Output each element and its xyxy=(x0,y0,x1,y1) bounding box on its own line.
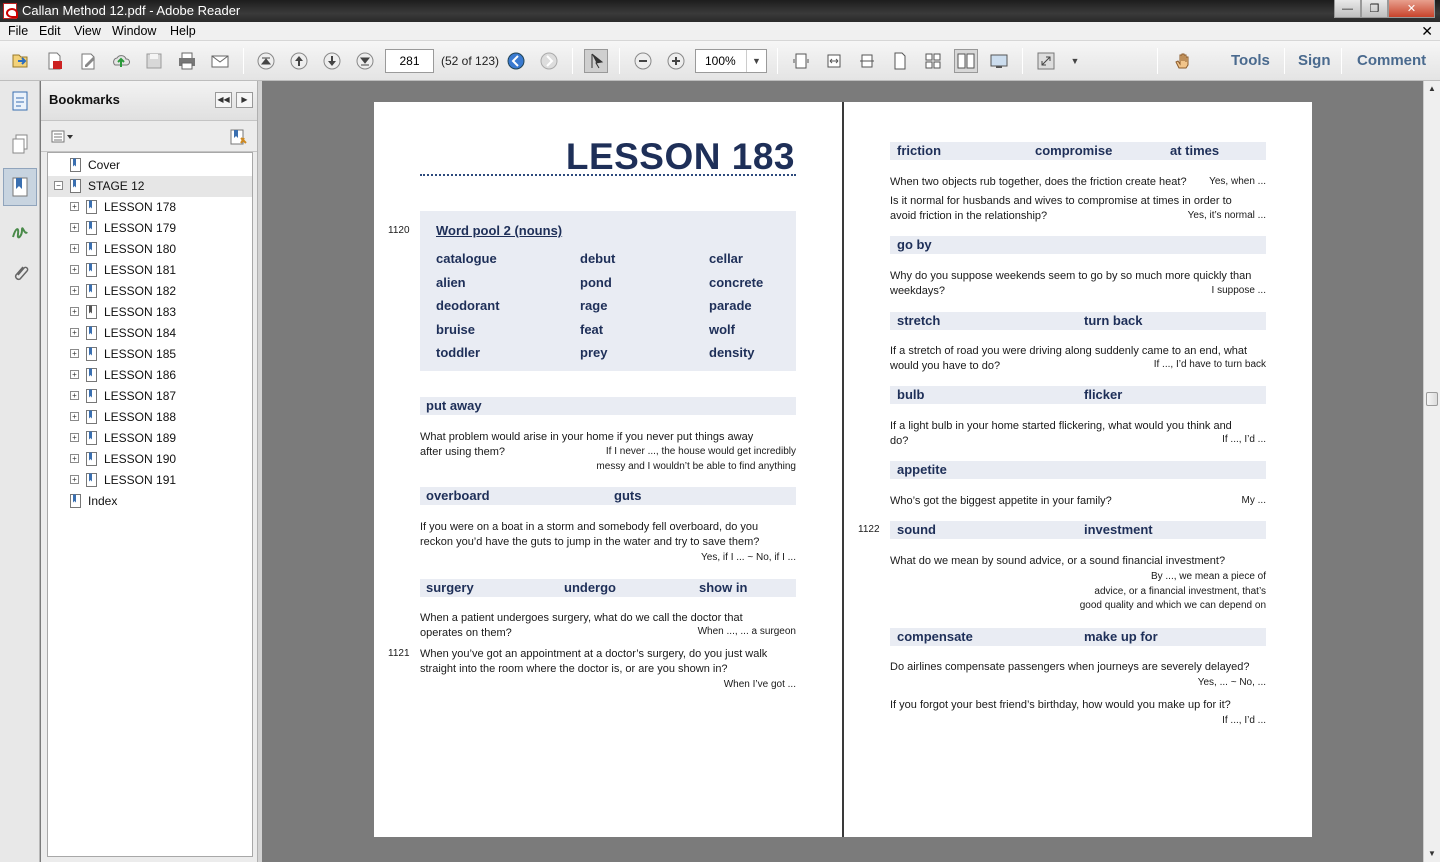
word-pool-word: bruise xyxy=(436,321,476,337)
bookmark-icon xyxy=(86,200,97,214)
upload-cloud-icon[interactable] xyxy=(109,49,133,73)
bookmark-item[interactable] xyxy=(48,176,252,197)
bookmark-label: Index xyxy=(88,494,118,508)
bookmark-item[interactable] xyxy=(48,302,252,323)
vocab-bar xyxy=(890,628,1266,646)
question-text xyxy=(420,520,796,549)
edit-pdf-icon[interactable] xyxy=(76,49,100,73)
bookmark-icon xyxy=(86,473,97,487)
vocab-word: sound xyxy=(897,522,936,537)
menu-edit[interactable]: Edit xyxy=(39,24,61,38)
navigation-pane-strip xyxy=(0,81,40,862)
adobe-reader-icon xyxy=(3,3,17,19)
last-page-icon[interactable] xyxy=(353,49,377,73)
vocab-bar xyxy=(890,461,1266,479)
scrolling-pages-icon[interactable] xyxy=(921,49,945,73)
vocab-word: put away xyxy=(426,398,482,413)
question-line: If a light bulb in your home started flickering, what would you think and xyxy=(890,420,1232,432)
vocab-bar xyxy=(890,236,1266,254)
main-toolbar xyxy=(0,41,1440,81)
bookmark-item[interactable] xyxy=(48,197,252,218)
bookmark-label: LESSON 185 xyxy=(104,347,177,361)
answer-prompt: Yes, when ... xyxy=(1209,176,1266,187)
question-text xyxy=(890,554,1266,569)
expand-toggle-icon[interactable]: + xyxy=(70,202,79,211)
word-pool-word: density xyxy=(709,345,755,360)
pdf-page-left xyxy=(374,102,842,837)
bookmark-icon xyxy=(70,494,81,508)
word-pool-word: wolf xyxy=(709,321,735,337)
word-pool-word: alien xyxy=(436,274,466,290)
expand-toggle-icon[interactable]: + xyxy=(70,307,79,316)
page-number-input[interactable]: 281 xyxy=(385,49,434,73)
question-line: If you were on a boat in a storm and somebody fell overboard, do you xyxy=(420,521,759,533)
vocab-bar xyxy=(890,386,1266,404)
maximize-button[interactable]: ❐ xyxy=(1361,0,1388,18)
answer-prompt: If ..., I’d ... xyxy=(1222,434,1266,445)
word-pool-word: catalogue xyxy=(436,251,497,266)
scroll-down-icon[interactable]: ▼ xyxy=(1428,849,1436,858)
question-line: straight into the room where the doctor is, or are you shown in? xyxy=(420,662,728,675)
answer-prompt: If ..., I’d have to turn back xyxy=(1153,359,1266,370)
word-pool-word: rage xyxy=(580,298,608,313)
answer-line: If ..., I’d ... xyxy=(1222,715,1266,726)
word-pool-word: concrete xyxy=(709,274,764,290)
bookmark-icon xyxy=(70,179,81,193)
menu-bar xyxy=(0,22,1440,41)
bookmarks-title: Bookmarks xyxy=(49,92,120,107)
window-titlebar xyxy=(0,0,1440,22)
answer-prompt xyxy=(1026,570,1266,614)
zoom-in-icon[interactable] xyxy=(664,49,688,73)
question-line: reckon you’d have the guts to jump in the water and try to save them? xyxy=(420,535,760,548)
fit-visible-icon[interactable] xyxy=(855,49,879,73)
document-icon[interactable] xyxy=(8,89,32,113)
question-line: What problem would arise in your home if you never put things away xyxy=(420,431,754,443)
bookmark-icon xyxy=(86,284,97,298)
attachments-icon[interactable] xyxy=(8,261,32,285)
bookmark-label: LESSON 190 xyxy=(104,452,177,466)
exercise-number: 1120 xyxy=(388,225,410,236)
open-file-icon[interactable] xyxy=(8,49,32,73)
menu-file[interactable]: File xyxy=(8,24,29,38)
new-bookmark-icon[interactable] xyxy=(229,128,247,146)
bookmark-icon xyxy=(86,221,97,235)
answer-prompt xyxy=(556,625,796,640)
vocab-word: compromise xyxy=(1035,143,1113,158)
print-icon[interactable] xyxy=(175,49,199,73)
bookmark-icon xyxy=(86,326,97,340)
vocab-bar xyxy=(890,312,1266,330)
hand-tool-icon[interactable] xyxy=(1171,49,1195,73)
zoom-select[interactable] xyxy=(695,49,767,73)
expand-toggle-icon[interactable]: − xyxy=(54,181,63,190)
bookmark-item[interactable] xyxy=(48,239,252,260)
vocab-word: stretch xyxy=(897,313,941,328)
bookmark-label: LESSON 183 xyxy=(104,305,177,319)
bookmark-item[interactable] xyxy=(48,386,252,407)
bookmark-icon xyxy=(86,452,97,466)
vocab-word: compensate xyxy=(897,629,973,644)
question-line: When a patient undergoes surgery, what do we call the doctor that xyxy=(420,612,743,624)
page-count-label: (52 of 123) xyxy=(441,54,500,68)
menu-view[interactable]: View xyxy=(74,24,101,38)
vocab-word: investment xyxy=(1084,522,1153,537)
question-line: after using them? xyxy=(420,445,505,458)
two-page-view-icon[interactable] xyxy=(954,49,978,73)
save-icon[interactable] xyxy=(142,49,166,73)
bookmark-item[interactable] xyxy=(48,491,252,512)
expand-toggle-icon[interactable]: + xyxy=(70,244,79,253)
question-line: avoid friction in the relationship? xyxy=(890,209,1048,222)
answer-prompt: I suppose ... xyxy=(1211,285,1266,296)
word-pool-word: pond xyxy=(580,274,612,290)
answer-line: messy and I wouldn’t be able to find anything xyxy=(596,460,796,472)
question-line: When two objects rub together, does the friction create heat? xyxy=(890,176,1187,188)
bookmark-icon xyxy=(86,410,97,424)
select-tool-icon[interactable] xyxy=(584,49,608,73)
collapse-panel-icon[interactable]: ◀◀ xyxy=(215,92,232,108)
close-window-button[interactable]: ✕ xyxy=(1388,0,1435,18)
vocab-word: turn back xyxy=(1084,313,1143,328)
word-pool-word: deodorant xyxy=(436,298,500,313)
bookmark-label: LESSON 179 xyxy=(104,221,177,235)
close-document-icon[interactable]: ✕ xyxy=(1421,23,1433,39)
comment-pane-link[interactable]: Comment xyxy=(1357,52,1427,69)
bookmark-icon xyxy=(86,431,97,445)
vocab-bar xyxy=(420,579,796,597)
expand-toggle-icon[interactable]: + xyxy=(70,286,79,295)
tools-pane-link[interactable]: Tools xyxy=(1231,52,1270,69)
answer-prompt: Yes, it’s normal ... xyxy=(1187,210,1266,221)
menu-window[interactable]: Window xyxy=(112,24,157,38)
answer-line: When ..., ... a surgeon xyxy=(697,626,796,637)
question-line: do? xyxy=(890,434,909,447)
vocab-bar xyxy=(890,142,1266,160)
bookmark-label: LESSON 182 xyxy=(104,284,177,298)
single-page-icon[interactable] xyxy=(888,49,912,73)
bookmark-icon xyxy=(86,347,97,361)
word-pool-word: toddler xyxy=(436,345,481,360)
forward-view-icon[interactable] xyxy=(537,49,561,73)
question-line: Is it normal for husbands and wives to compromise at times in order to xyxy=(890,195,1232,207)
question-line: Do airlines compensate passengers when journeys are severely delayed? xyxy=(890,661,1250,673)
exercise-number: 1121 xyxy=(388,648,410,659)
bookmark-item[interactable] xyxy=(48,449,252,470)
bookmark-label: LESSON 191 xyxy=(104,473,177,487)
answer-line: good quality and which we can depend on xyxy=(1079,600,1266,611)
vocab-word: flicker xyxy=(1084,387,1123,402)
bookmark-item[interactable] xyxy=(48,218,252,239)
back-view-icon[interactable] xyxy=(504,49,528,73)
bookmark-label: Cover xyxy=(88,158,121,172)
word-pool-word: prey xyxy=(580,345,608,360)
question-line: operates on them? xyxy=(420,626,512,639)
window-title: Callan Method 12.pdf - Adobe Reader xyxy=(22,3,241,18)
question-line: If a stretch of road you were driving along suddenly came to an end, what xyxy=(890,345,1248,357)
bookmark-label: LESSON 184 xyxy=(104,326,177,340)
expand-toggle-icon[interactable]: + xyxy=(70,370,79,379)
question-text xyxy=(420,647,796,676)
vocab-bar xyxy=(420,487,796,505)
word-pool-title: Word pool 2 (nouns) xyxy=(436,223,563,238)
question-line: Who’s got the biggest appetite in your family? xyxy=(890,495,1112,507)
answer-prompt xyxy=(1026,676,1266,691)
bookmark-label: LESSON 180 xyxy=(104,242,177,256)
answer-line: Yes, ... ~ No, ... xyxy=(1197,677,1266,688)
bookmarks-panel xyxy=(41,81,257,862)
bookmark-label: LESSON 188 xyxy=(104,410,177,424)
lesson-title: LESSON 183 xyxy=(565,136,795,177)
previous-page-icon[interactable] xyxy=(287,49,311,73)
bookmark-label: LESSON 186 xyxy=(104,368,177,382)
question-text xyxy=(890,660,1266,675)
answer-line: When I’ve got ... xyxy=(723,679,796,690)
bookmark-item[interactable] xyxy=(48,155,252,176)
fit-width-icon[interactable] xyxy=(822,49,846,73)
vocab-word: bulb xyxy=(897,387,925,402)
exercise-number: 1122 xyxy=(858,524,880,535)
bookmark-item[interactable] xyxy=(48,323,252,344)
vocab-word: undergo xyxy=(564,580,616,595)
first-page-icon[interactable] xyxy=(254,49,278,73)
vocab-word: make up for xyxy=(1084,629,1158,644)
bookmark-icon xyxy=(86,305,97,319)
next-page-icon[interactable] xyxy=(320,49,344,73)
expand-toggle-icon[interactable]: + xyxy=(70,265,79,274)
question-line: Why do you suppose weekends seem to go by so much more quickly than xyxy=(890,270,1252,282)
expand-toggle-icon[interactable]: + xyxy=(70,433,79,442)
full-screen-mode-icon[interactable] xyxy=(987,49,1011,73)
bookmark-item[interactable] xyxy=(48,344,252,365)
bookmark-label: LESSON 189 xyxy=(104,431,177,445)
bookmark-icon xyxy=(86,242,97,256)
vocab-word: friction xyxy=(897,143,942,158)
expand-toggle-icon[interactable]: + xyxy=(70,328,79,337)
bookmarks-panel-icon[interactable] xyxy=(3,168,37,206)
bookmark-item[interactable] xyxy=(48,260,252,281)
question-line: weekdays? xyxy=(890,284,946,297)
bookmark-item[interactable] xyxy=(48,407,252,428)
vocab-word: go by xyxy=(897,237,932,252)
bookmark-item[interactable] xyxy=(48,365,252,386)
scroll-up-icon[interactable]: ▲ xyxy=(1428,84,1436,93)
bookmark-item[interactable] xyxy=(48,470,252,491)
bookmark-icon xyxy=(70,158,81,172)
expand-toggle-icon[interactable]: + xyxy=(70,349,79,358)
bookmark-label: LESSON 181 xyxy=(104,263,177,277)
vocab-word: overboard xyxy=(426,488,490,503)
title-divider xyxy=(420,173,796,176)
vocab-word: guts xyxy=(614,488,642,503)
bookmark-label: LESSON 187 xyxy=(104,389,177,403)
bookmark-tree xyxy=(47,152,253,857)
vertical-scrollbar[interactable] xyxy=(1423,81,1440,862)
bookmark-item[interactable] xyxy=(48,281,252,302)
word-pool-word: feat xyxy=(580,321,604,337)
vocab-word: show in xyxy=(699,580,748,595)
expand-toggle-icon[interactable]: + xyxy=(70,391,79,400)
options-menu-icon[interactable] xyxy=(51,130,75,144)
chevron-down-icon[interactable]: ▼ xyxy=(746,50,766,72)
vocab-word: at times xyxy=(1170,143,1220,158)
pdf-page-right xyxy=(844,102,1312,837)
vocab-word: appetite xyxy=(897,462,947,477)
bookmark-icon xyxy=(86,263,97,277)
expand-panel-icon[interactable]: ▶ xyxy=(236,92,253,108)
bookmark-item[interactable] xyxy=(48,428,252,449)
expand-toggle-icon[interactable]: + xyxy=(70,223,79,232)
expand-toggle-icon[interactable]: + xyxy=(70,454,79,463)
question-line: would you have to do? xyxy=(890,359,1001,372)
minimize-button[interactable]: — xyxy=(1334,0,1361,18)
fit-page-icon[interactable] xyxy=(789,49,813,73)
question-line: When you’ve got an appointment at a doctor’s surgery, do you just walk xyxy=(420,648,768,660)
bookmark-icon xyxy=(86,368,97,382)
answer-line: Yes, if I ... ~ No, if I ... xyxy=(701,552,796,563)
word-pool-word: parade xyxy=(709,298,752,313)
word-pool-word: cellar xyxy=(709,251,743,266)
answer-prompt xyxy=(556,445,796,474)
email-icon[interactable] xyxy=(208,49,232,73)
question-line: What do we mean by sound advice, or a sound financial investment? xyxy=(890,555,1226,567)
word-pool-word: debut xyxy=(580,251,616,266)
question-text xyxy=(890,698,1266,713)
expand-toggle-icon[interactable]: + xyxy=(70,412,79,421)
vocab-word: surgery xyxy=(426,580,474,595)
bookmark-label: LESSON 178 xyxy=(104,200,177,214)
answer-line: advice, or a financial investment, that’s xyxy=(1094,585,1266,597)
page-thumbnails-icon[interactable] xyxy=(8,132,32,156)
zoom-value: 100% xyxy=(705,54,736,68)
expand-toggle-icon[interactable]: + xyxy=(70,475,79,484)
toolbar-options-icon[interactable]: ▼ xyxy=(1070,56,1080,66)
answer-prompt xyxy=(556,678,796,693)
signatures-icon[interactable] xyxy=(8,219,32,243)
answer-prompt xyxy=(556,551,796,566)
answer-line: By ..., we mean a piece of xyxy=(1150,571,1266,582)
vocab-bar xyxy=(420,397,796,415)
read-mode-icon[interactable] xyxy=(1034,49,1058,73)
bookmark-label: STAGE 12 xyxy=(88,179,145,193)
bookmark-icon xyxy=(86,389,97,403)
answer-line: If I never ..., the house would get incredibly xyxy=(605,446,796,457)
answer-prompt: My ... xyxy=(1241,495,1266,506)
vocab-bar xyxy=(890,521,1266,539)
zoom-out-icon[interactable] xyxy=(631,49,655,73)
menu-help[interactable]: Help xyxy=(170,24,196,38)
sign-pane-link[interactable]: Sign xyxy=(1298,52,1331,69)
scrollbar-thumb[interactable] xyxy=(1426,392,1438,406)
question-line: If you forgot your best friend’s birthday, how would you make up for it? xyxy=(890,699,1231,711)
answer-prompt xyxy=(1026,714,1266,729)
create-pdf-icon[interactable] xyxy=(42,49,66,73)
